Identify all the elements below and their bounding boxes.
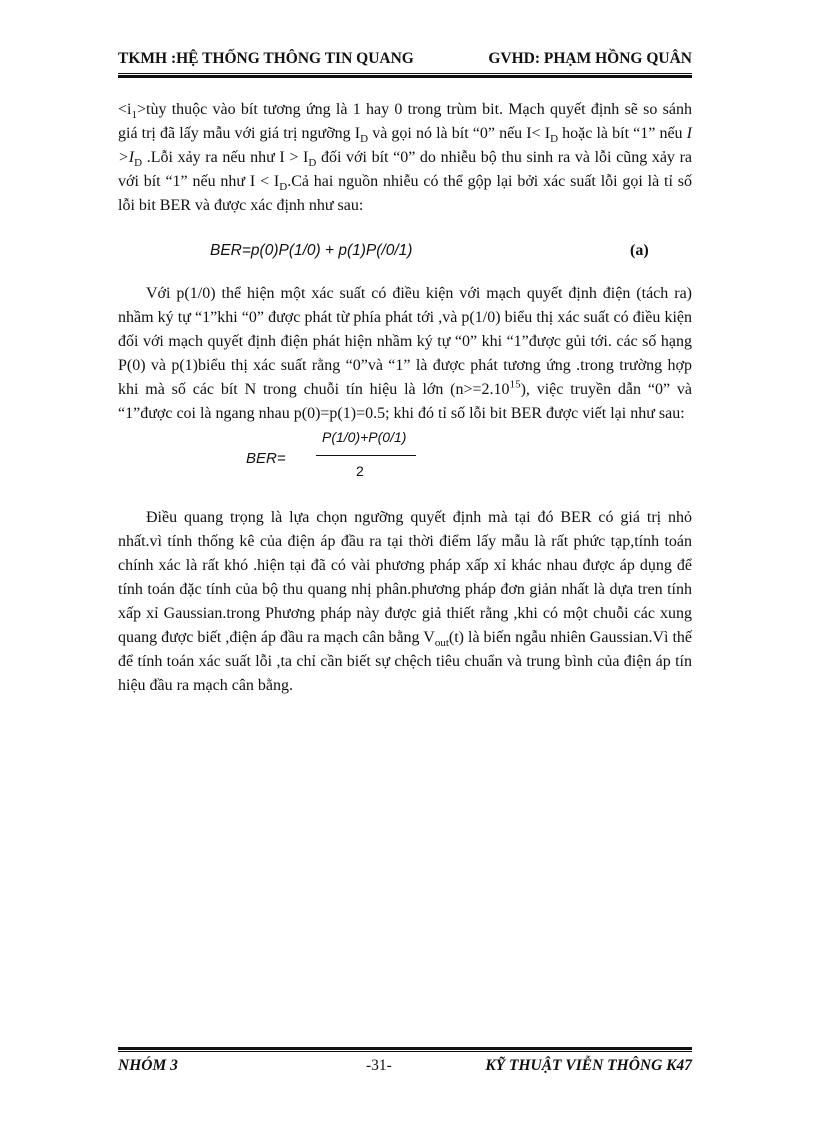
italic-text: I >I bbox=[118, 125, 692, 166]
paragraph-2 bbox=[118, 266, 692, 442]
text: và gọi nó là bít “0” nếu I< I bbox=[368, 125, 551, 142]
formula-a-tag: (a) bbox=[630, 242, 649, 259]
subscript: D bbox=[134, 157, 143, 170]
subscript: D bbox=[279, 181, 288, 194]
text: .Cả hai nguồn nhiễu có thể gộp lại bởi xác suất lỗi gọi là tỉ số lỗi bit BER và được xác định như sau: bbox=[118, 173, 693, 214]
text: >tùy thuộc vào bít tương ứng là 1 hay 0 trong trùm bit. Mạch quyết định sẽ so sánh giá trị đã lấy mẫu với giá trị ngưỡng I bbox=[118, 101, 692, 142]
page-header bbox=[118, 50, 692, 74]
fraction-bar bbox=[316, 455, 416, 456]
paragraph-1 bbox=[118, 98, 692, 218]
formula-b-lhs: BER= bbox=[246, 450, 286, 467]
superscript: 15 bbox=[509, 378, 521, 391]
subscript: D bbox=[308, 157, 317, 170]
page-footer bbox=[118, 1047, 692, 1077]
header-rule bbox=[118, 73, 692, 78]
text: đối với bít “0” do nhiễu bộ thu sinh ra và lỗi cũng xảy ra với bít “1” nếu như I < I bbox=[118, 149, 692, 190]
header-instructor: GVHD: PHẠM HỒNG QUÂN bbox=[488, 50, 692, 67]
text: Với p(1/0) thể hiện một xác suất có điều kiện với mạch quyết định điện (tách ra) nhầm ký tự “1”khi “0” được phát từ phía phát tới ,và p(1/0) biểu thị xác suất có điều kiện đối với mạch quyết định điện phát hiện nhầm ký tự “0” khi “1”được gủi tới. các số hạng P(0) và p(1)biểu thị xác suất rằng “0”và “1” là được phát tương ứng .trong trường hợp khi mà số các bít N trong chuỗi tín hiệu là lớn (n>=2.10 bbox=[118, 285, 692, 398]
footer-group: NHÓM 3 bbox=[118, 1057, 178, 1074]
paragraph-3 bbox=[118, 490, 692, 714]
page-number: -31- bbox=[366, 1057, 392, 1074]
formula-b-numerator: P(1/0)+P(0/1) bbox=[322, 429, 407, 445]
subscript: D bbox=[360, 133, 369, 146]
subscript: out bbox=[434, 637, 449, 650]
footer-department: KỸ THUẬT VIỄN THÔNG K47 bbox=[485, 1057, 692, 1074]
text: hoặc là bít “1” nếu bbox=[558, 125, 687, 142]
text: .Lỗi xảy ra nếu như I > I bbox=[142, 149, 309, 166]
footer-rule bbox=[118, 1047, 692, 1052]
header-course-title: TKMH :HỆ THỐNG THÔNG TIN QUANG bbox=[118, 50, 414, 67]
text: ), việc truyền dẫn “0” và “1”được coi là ngang nhau p(0)=p(1)=0.5; khi đó tỉ số lỗi bit BER được viết lại như sau: bbox=[118, 381, 692, 422]
text: (t) là biến ngẫu nhiên Gaussian.Vì thế để tính toán xác suất lỗi ,ta chỉ cần biết sự chệch tiêu chuẩn và trung bình của điện áp tín hiệu đầu ra mạch cân bằng. bbox=[118, 629, 692, 694]
subscript: 1 bbox=[131, 109, 137, 122]
text: <i bbox=[118, 101, 132, 118]
formula-a-expression: BER=p(0)P(1/0) + p(1)P(/0/1) bbox=[210, 242, 413, 259]
subscript: D bbox=[550, 133, 559, 146]
formula-b bbox=[246, 428, 446, 488]
text: Điều quang trọng là lựa chọn ngưỡng quyết định mà tại đó BER có giá trị nhỏ nhất.vì tính thống kê của điện áp đầu ra tại thời điểm lấy mẫu là rất phức tạp,tính toán chính xác là rất khó .hiện tại đã có vài phương pháp xấp xỉ khác nhau được áp dụng để tính toán đặc tính của bộ thu quang nhị phân.phương pháp đơn giản nhất là dựa tren tính xấp xỉ Gaussian.trong Phương pháp này được giả thiết rằng ,khi có một chuỗi các xung quang được biết ,điện áp đầu ra mạch cân bằng V bbox=[118, 509, 692, 646]
formula-a bbox=[118, 242, 692, 266]
formula-b-denominator: 2 bbox=[356, 463, 364, 479]
